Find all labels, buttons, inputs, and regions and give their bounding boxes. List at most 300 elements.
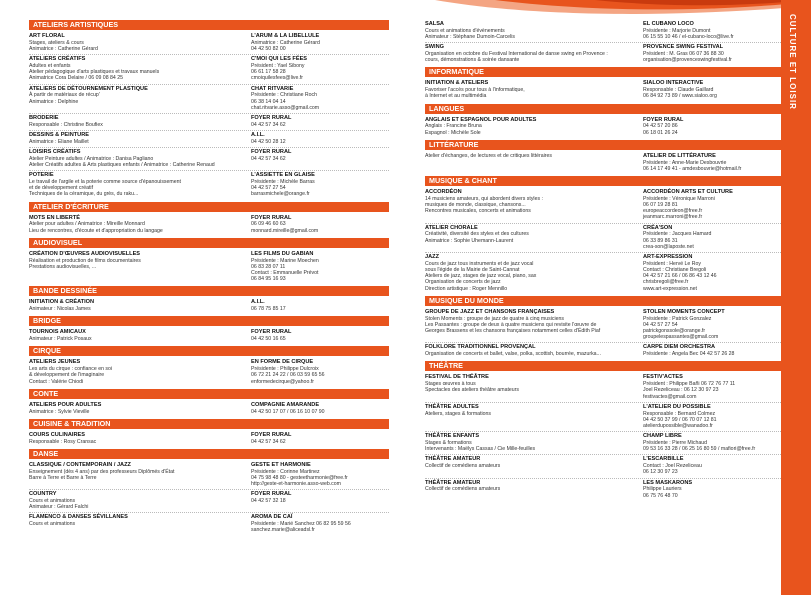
organization-cell xyxy=(643,225,781,250)
info-line: 06 78 75 85 17 xyxy=(251,306,286,313)
organization-cell xyxy=(251,491,389,510)
listing-entry xyxy=(29,131,389,148)
organization-name: L'ASSIETTE EN GLAISE xyxy=(251,172,315,179)
info-line: Ateliers, stages & formations xyxy=(425,410,492,417)
activity-title: INITIATION & CRÉATION xyxy=(29,299,95,306)
listing-entry xyxy=(425,373,781,402)
section-header: CONTE xyxy=(29,389,389,399)
listing-entry xyxy=(29,214,389,236)
info-line: Animatrice : Catherine Gérard xyxy=(251,39,320,46)
organization-cell xyxy=(643,153,781,172)
activity-title: MOTS EN LIBERTÉ xyxy=(29,214,80,221)
organization-cell xyxy=(643,80,781,99)
info-line: Atelier d'échanges, de lectures et de critiques littéraires xyxy=(425,152,552,159)
organization-name: CRÉA'SON xyxy=(643,224,673,231)
info-line: Atelier pour adultes / Animatrice : Mireille Monnard xyxy=(29,221,145,228)
info-line: Réalisation et production de films documentaires xyxy=(29,257,141,264)
organization-name: LES MASKARONS xyxy=(643,479,693,486)
info-line: Contact : Valérie Chiodi xyxy=(29,378,84,385)
info-line: Prestations audiovisuelles, ... xyxy=(29,263,97,270)
organization-cell xyxy=(251,215,389,234)
info-line: Spectacles des ateliers théâtre amateurs xyxy=(425,387,520,394)
listing-entry xyxy=(29,250,389,285)
organization-cell xyxy=(251,432,389,445)
info-line: Président : Philippe Bañi 06 72 76 77 11 xyxy=(643,381,736,388)
info-line: 04 42 57 34 62 xyxy=(251,121,286,128)
organization-cell xyxy=(251,359,389,384)
organization-name: ART-EXPRESSION xyxy=(643,254,693,261)
info-line: 04 42 50 82 00 xyxy=(251,46,286,52)
organization-cell xyxy=(643,433,781,452)
right-column xyxy=(425,18,781,501)
activity-cell xyxy=(29,359,245,384)
section xyxy=(29,389,389,417)
section-header: LANGUES xyxy=(425,104,781,114)
info-line: Georges Brassens et les chansons françaises notamment celles d'Édith Piaf xyxy=(425,328,601,335)
organization-cell xyxy=(643,374,781,399)
info-line: Espagnol : Michèle Sole xyxy=(425,129,481,136)
listing-entry xyxy=(425,188,781,224)
activity-title: ATELIERS JEUNES xyxy=(29,359,81,366)
organization-name: FOYER RURAL xyxy=(251,491,292,498)
organization-name: A.I.L. xyxy=(251,299,265,306)
section-header: BANDE DESSINÉE xyxy=(29,286,389,296)
activity-cell xyxy=(29,251,245,283)
activity-cell xyxy=(29,33,245,52)
info-line: 06 18 01 26 24 xyxy=(643,129,678,136)
activity-cell xyxy=(425,404,641,429)
info-line: Collectif de comédiens amateurs xyxy=(425,463,501,470)
info-line: Animatrice : Sylvie Vieville xyxy=(29,408,90,415)
organization-name: SIALOO INTERACTIVE xyxy=(643,80,704,87)
info-line: cmoiquilesfees@live.fr xyxy=(251,75,303,82)
info-line: Rencontres musicales, concerts et animations xyxy=(425,208,531,215)
activity-title: COUNTRY xyxy=(29,491,57,498)
activity-cell xyxy=(29,462,245,487)
section xyxy=(29,316,389,344)
info-line: www.art-expression.net xyxy=(643,285,697,292)
info-line: Présidente : Marine Moechen xyxy=(251,257,319,264)
activity-cell xyxy=(425,433,641,452)
organization-name: GESTE ET HARMONIE xyxy=(251,461,311,468)
info-line: à Internet et au multimédia xyxy=(425,93,487,100)
section-header: ATELIERS ARTISTIQUES xyxy=(29,20,389,30)
info-line: 04 42 57 21 66 / 06 86 43 12 46 xyxy=(643,273,717,280)
activity-title: FLAMENCO & DANSES SÉVILLANES xyxy=(29,514,128,521)
listing-entry xyxy=(29,171,389,199)
activity-title: THÉÂTRE AMATEUR xyxy=(425,456,481,463)
organization-cell xyxy=(643,404,781,429)
info-line: Organisation de concerts et ballet, valse, polka, scottish, bourrée, mazurka... xyxy=(425,351,601,358)
organization-cell xyxy=(251,299,389,312)
listing-entry xyxy=(425,116,781,138)
activity-title: ATELIER CHORALE xyxy=(425,224,478,231)
activity-title: GROUPE DE JAZZ ET CHANSONS FRANÇAISES xyxy=(425,308,555,315)
info-line: Créativité, diversité des styles et des cultures xyxy=(425,231,529,238)
activity-cell xyxy=(425,456,641,475)
info-line: Direction artistique : Roger Mennillo xyxy=(425,285,508,292)
organization-name: LES FILMS DU GABIAN xyxy=(251,250,314,257)
section-header: CUISINE & TRADITION xyxy=(29,419,389,429)
section xyxy=(425,104,781,138)
activity-cell xyxy=(425,153,641,172)
organization-cell xyxy=(251,132,389,145)
organization-cell xyxy=(251,462,389,487)
organization-cell xyxy=(251,149,389,168)
info-line: Animatrice : Catherine Gérard xyxy=(29,46,98,52)
activity-title: SALSA xyxy=(425,21,444,27)
activity-title: CRÉATION D'ŒUVRES AUDIOVISUELLES xyxy=(29,250,141,257)
info-line: Animateur : Stéphane Dumoin-Carcelis xyxy=(425,34,515,40)
organization-name: CHAT RITVARIE xyxy=(251,85,294,92)
info-line: Présidente : Pierre Michaud xyxy=(643,440,708,447)
organization-name: AROMA DE CAÏ xyxy=(251,514,293,521)
info-line: europeaccordeon@free.fr xyxy=(643,208,703,215)
sidebar-title: CULTURE ET LOISIR xyxy=(788,14,797,110)
info-line: 04 42 57 32 18 xyxy=(251,498,286,505)
info-line: 04 42 50 17 07 / 06 16 10 07 90 xyxy=(251,408,325,415)
organization-cell xyxy=(643,44,781,63)
info-line: Président : Hervé Le Roy xyxy=(643,260,701,267)
info-line: Stages, ateliers & cours xyxy=(29,39,84,46)
activity-cell xyxy=(29,172,245,197)
activity-title: THÉÂTRE ADULTES xyxy=(425,403,479,410)
activity-cell xyxy=(425,225,641,250)
info-line: Contact : Emmanuelle Prévot xyxy=(251,270,319,277)
info-line: cours, démonstrations & soirée dansante xyxy=(425,57,520,64)
section xyxy=(29,449,389,536)
info-line: Responsable : Christine Boufiex xyxy=(29,121,103,128)
info-line: Atelier Créatifs adultes & Arts plastiques enfants / Animatrice : Catherine Renaud xyxy=(29,162,215,169)
info-line: Joel Rezeliceau : 06 12 30 97 23 xyxy=(643,387,719,394)
info-line: http://geste-et-harmonie.asso-web.com xyxy=(251,481,341,488)
info-line: Philippe Lauriers xyxy=(643,486,682,493)
activity-title: ART FLORAL xyxy=(29,33,65,39)
organization-cell xyxy=(643,309,781,341)
organization-name: ACCORDÉON ARTS ET CULTURE xyxy=(643,189,733,196)
organization-cell xyxy=(643,344,781,357)
activity-cell xyxy=(29,86,245,111)
section xyxy=(29,20,389,200)
info-line: Présidente : Patrick Gonzalez xyxy=(643,315,712,322)
listing-entry xyxy=(29,328,389,344)
organization-name: CHAMP LIBRE xyxy=(643,433,682,440)
listing-entry xyxy=(29,298,389,314)
section-header: MUSIQUE & CHANT xyxy=(425,176,781,186)
info-line: Présidente : Philippe Dulcroix xyxy=(251,366,319,373)
section xyxy=(425,176,781,294)
organization-name: C'MOI QUI LES FÉES xyxy=(251,56,308,63)
info-line: 06 12 30 97 23 xyxy=(643,469,678,476)
info-line: monnard.mireille@gmail.com xyxy=(251,227,319,234)
listing-entry xyxy=(29,401,389,417)
activity-cell xyxy=(29,402,245,415)
section xyxy=(29,419,389,447)
info-line: Responsable : Claude Gaillard xyxy=(643,87,714,94)
info-line: Présidente : Marié Sanchez 06 82 95 59 56 xyxy=(251,521,351,528)
activity-title: ANGLAIS ET ESPAGNOL POUR ADULTES xyxy=(425,116,537,123)
organization-cell xyxy=(251,33,389,52)
info-line: chat.ritvarie.asso@gmail.com xyxy=(251,104,320,111)
info-line: Adultes et enfants xyxy=(29,63,71,69)
info-line: Cours et animations xyxy=(29,498,76,505)
section xyxy=(425,361,781,500)
info-line: 06 75 76 48 70 xyxy=(643,492,678,499)
info-line: À partir de matériaux de récup' xyxy=(29,92,100,99)
organization-name: FESTIV'ACTES xyxy=(643,374,683,381)
organization-name: FOYER RURAL xyxy=(251,149,292,156)
activity-cell xyxy=(29,56,245,81)
info-line: 09 53 16 33 28 / 06 25 16 80 59 / mafiori@free.fr xyxy=(643,446,756,453)
organization-cell xyxy=(643,480,781,499)
info-line: 04 42 50 28 12 xyxy=(251,138,286,145)
info-line: Responsable : Bernard Colmez xyxy=(643,410,716,417)
organization-cell xyxy=(251,402,389,415)
section xyxy=(29,346,389,386)
info-line: Présidente : Michèle Barras xyxy=(251,179,315,186)
activity-cell xyxy=(425,254,641,292)
activity-cell xyxy=(29,115,245,128)
info-line: Présidente : Corinne Martinez xyxy=(251,468,320,475)
info-line: Techniques de la céramique, du grès, du raku... xyxy=(29,191,139,198)
organization-cell xyxy=(643,456,781,475)
organization-name: FOYER RURAL xyxy=(643,116,684,123)
activity-cell xyxy=(425,480,641,499)
info-line: Animatrice : Sophie Uhemann-Laurent xyxy=(425,237,514,244)
info-line: Présidente : Jacques Hamard xyxy=(643,231,712,238)
info-line: Président : M. Gras 06 07 36 88 30 xyxy=(643,51,724,57)
listing-entry xyxy=(425,224,781,253)
info-line: et de développement créatif xyxy=(29,185,94,192)
listing-entry xyxy=(425,253,781,294)
info-line: festivactes@gmail.com xyxy=(643,393,697,400)
info-line: sanchez.marie@aliceadsl.fr xyxy=(251,527,315,534)
activity-title: LOISIRS CRÉATIFS xyxy=(29,149,81,156)
organization-name: L'ATELIER DU POSSIBLE xyxy=(643,403,711,410)
listing-entry xyxy=(29,358,389,386)
info-line: 06 09 46 60 63 xyxy=(251,221,286,228)
section xyxy=(29,202,389,236)
info-line: Présidente : Anne-Marie Desbouvrie xyxy=(643,159,727,166)
activity-title: FOLKLORE TRADITIONNEL PROVENÇAL xyxy=(425,344,536,351)
info-line: 06 84 95 16 93 xyxy=(251,276,286,283)
activity-cell xyxy=(425,80,641,99)
left-column xyxy=(29,18,389,536)
listing-entry xyxy=(425,432,781,455)
activity-cell xyxy=(425,309,641,341)
organization-cell xyxy=(251,56,389,81)
listing-entry xyxy=(29,461,389,490)
info-line: barrasmichele@orange.fr xyxy=(251,191,310,198)
section-header: DANSE xyxy=(29,449,389,459)
info-line: Anglais : Francine Bruna xyxy=(425,123,482,130)
section-header: ATELIER D'ÉCRITURE xyxy=(29,202,389,212)
organization-name: A.I.L. xyxy=(251,132,265,139)
organization-cell xyxy=(643,21,781,40)
activity-cell xyxy=(425,189,641,221)
activity-cell xyxy=(29,514,245,533)
info-line: Favoriser l'accès pour tous à l'informatique, xyxy=(425,87,525,94)
info-line: Responsable : Rosy Cransac xyxy=(29,438,97,445)
info-line: 04 42 57 34 62 xyxy=(251,438,286,445)
section-header: THÉÂTRE xyxy=(425,361,781,371)
activity-cell xyxy=(425,21,641,40)
listing-entry xyxy=(29,513,389,535)
section xyxy=(425,20,781,65)
info-line: 04 42 57 20 86 xyxy=(643,123,678,130)
listing-entry xyxy=(425,79,781,101)
activity-cell xyxy=(425,117,641,136)
listing-entry xyxy=(425,343,781,359)
info-line: jeanmarc.marroni@free.fr xyxy=(643,214,703,221)
listing-entry xyxy=(425,152,781,174)
activity-cell xyxy=(29,432,245,445)
info-line: Ateliers de jazz, stages de jazz vocal, piano, sax xyxy=(425,273,537,280)
activity-title: ATELIERS DE DÉTOURNEMENT PLASTIQUE xyxy=(29,85,148,92)
info-line: Animateur : Nicolas James xyxy=(29,306,91,313)
info-line: Les Passantes : groupe de deux à quatre musiciens qui revisite l'œuvre de xyxy=(425,321,597,328)
info-line: 06 38 14 04 14 xyxy=(251,98,286,105)
organization-cell xyxy=(251,172,389,197)
info-line: Stages & formations xyxy=(425,440,472,447)
info-line: 06 33 89 86 31 xyxy=(643,237,678,244)
section-header: BRIDGE xyxy=(29,316,389,326)
organization-name: L'ARUM & LA LIBELLULE xyxy=(251,33,320,39)
info-line: 06 07 19 28 81 xyxy=(643,202,678,209)
info-line: Atelier Peinture adultes / Animatrice : Danisa Pagliano xyxy=(29,155,154,162)
listing-entry xyxy=(29,32,389,55)
section-header: CIRQUE xyxy=(29,346,389,356)
section-header: INFORMATIQUE xyxy=(425,67,781,77)
info-line: 06 14 17 49 41 - amdesbouvrie@hotmail.fr xyxy=(643,165,742,172)
info-line: Intervenants : Maëlys Cassas / Cie Mille-feuilles xyxy=(425,446,536,453)
orange-brush-decoration xyxy=(395,0,810,20)
organization-name: L'ESCARBILLE xyxy=(643,456,684,463)
organization-name: FOYER RURAL xyxy=(251,214,292,221)
listing-entry xyxy=(425,479,781,501)
section xyxy=(425,140,781,174)
organization-cell xyxy=(643,189,781,221)
activity-cell xyxy=(29,132,245,145)
info-line: sous l'égide de la Mairie de Saint-Cannat xyxy=(425,267,520,274)
listing-entry xyxy=(29,85,389,114)
activity-cell xyxy=(29,329,245,342)
info-line: 14 musiciens amateurs, qui abordent divers styles : xyxy=(425,195,543,202)
activity-cell xyxy=(425,344,641,357)
info-line: Contact : Joel Rezeliceau xyxy=(643,463,702,470)
info-line: 04 42 57 27 54 xyxy=(251,185,286,192)
activity-title: THÉÂTRE ENFANTS xyxy=(425,433,480,440)
info-line: Organisation de concerts de jazz xyxy=(425,279,501,286)
info-line: Stages œuvres à tous xyxy=(425,381,476,388)
activity-title: INITIATION & ATELIERS xyxy=(425,80,489,87)
organization-name: FOYER RURAL xyxy=(251,431,292,438)
info-line: Animatrice : Delphine xyxy=(29,98,79,105)
listing-entry xyxy=(29,431,389,447)
info-line: Présidente : Angela Bec 04 42 57 26 28 xyxy=(643,351,735,358)
info-line: Lieu de rencontres, d'écoute et d'appropriation du langage xyxy=(29,227,163,234)
info-line: musiques de monde, classique, chansons... xyxy=(425,202,526,209)
activity-title: JAZZ xyxy=(425,254,439,261)
organization-cell xyxy=(643,117,781,136)
info-line: Cours et animations d'évènements xyxy=(425,27,505,34)
info-line: Animateur : Patrick Posaux xyxy=(29,336,92,343)
organization-cell xyxy=(251,251,389,283)
organization-name: ATELIER DE LITTÉRATURE xyxy=(643,152,716,159)
activity-title: ATELIERS POUR ADULTES xyxy=(29,401,102,408)
info-line: 06 83 28 07 11 xyxy=(251,263,286,270)
activity-title: COURS CULINAIRES xyxy=(29,431,85,438)
section xyxy=(29,238,389,285)
organization-name: STOLEN MOMENTS CONCEPT xyxy=(643,308,725,315)
organization-cell xyxy=(643,254,781,292)
listing-entry xyxy=(425,43,781,65)
section xyxy=(425,67,781,101)
section-header: AUDIOVISUEL xyxy=(29,238,389,248)
organization-name: EL CUBANO LOCO xyxy=(643,21,694,27)
info-line: Contact : Christiane Bregoli xyxy=(643,267,707,274)
info-line: 06 84 92 73 89 / www.sialoo.org xyxy=(643,93,717,100)
listing-entry xyxy=(425,20,781,43)
section xyxy=(29,286,389,314)
info-line: Collectif de comédiens amateurs xyxy=(425,486,501,493)
info-line: Présidente : Véronique Marroni xyxy=(643,195,715,202)
sidebar-tab xyxy=(781,0,811,595)
listing-entry xyxy=(29,490,389,513)
activity-title: ACCORDÉON xyxy=(425,189,462,196)
listing-entry xyxy=(29,148,389,171)
section xyxy=(425,296,781,360)
activity-cell xyxy=(29,299,245,312)
activity-title: DESSINS & PEINTURE xyxy=(29,132,89,139)
organization-name: EN FORME DE CIRQUE xyxy=(251,359,314,366)
organization-name: FOYER RURAL xyxy=(251,115,292,122)
info-line: 06 61 17 58 28 xyxy=(251,69,286,76)
info-line: Organisation en octobre du Festival International de danse swing en Provence : xyxy=(425,51,608,57)
activity-cell xyxy=(29,149,245,168)
info-line: organisation@provenceswingfestival.fr xyxy=(643,57,732,64)
organization-cell xyxy=(251,329,389,342)
info-line: Enseignement (dès 4 ans) par des professeurs Diplômés d'État xyxy=(29,468,175,475)
info-line: 04 42 57 27 54 xyxy=(643,321,678,328)
listing-entry xyxy=(29,55,389,84)
info-line: Animateur : Gérard Falchi xyxy=(29,504,89,511)
info-line: Présidente : Marjorie Dumont xyxy=(643,27,711,34)
section-header: LITTÉRATURE xyxy=(425,140,781,150)
organization-cell xyxy=(251,115,389,128)
organization-name: CARPE DIEM ORCHESTRA xyxy=(643,344,716,351)
activity-title: POTERIE xyxy=(29,172,54,179)
info-line: enformedecirque@yahoo.fr xyxy=(251,378,314,385)
activity-title: THÉÂTRE AMATEUR xyxy=(425,479,481,486)
activity-cell xyxy=(425,44,641,63)
info-line: crea-son@laposte.net xyxy=(643,243,694,250)
organization-cell xyxy=(251,514,389,533)
info-line: Présidente : Christiane Roch xyxy=(251,92,318,99)
activity-cell xyxy=(29,215,245,234)
listing-entry xyxy=(425,308,781,344)
info-line: 04 42 50 16 65 xyxy=(251,336,286,343)
organization-name: FOYER RURAL xyxy=(251,329,292,336)
info-line: Président : Yael Sibony xyxy=(251,63,305,69)
info-line: 04 75 98 48 80 - gesteetharmonie@free.fr xyxy=(251,474,348,481)
info-line: atelierdupossible@wanadoo.fr xyxy=(643,423,713,430)
activity-title: SWING xyxy=(425,44,444,51)
activity-title: FESTIVAL DE THÉÂTRE xyxy=(425,374,489,381)
info-line: Barre à Terre et Barre à Terre xyxy=(29,474,97,481)
activity-title: BRODERIE xyxy=(29,115,59,122)
activity-cell xyxy=(29,491,245,510)
